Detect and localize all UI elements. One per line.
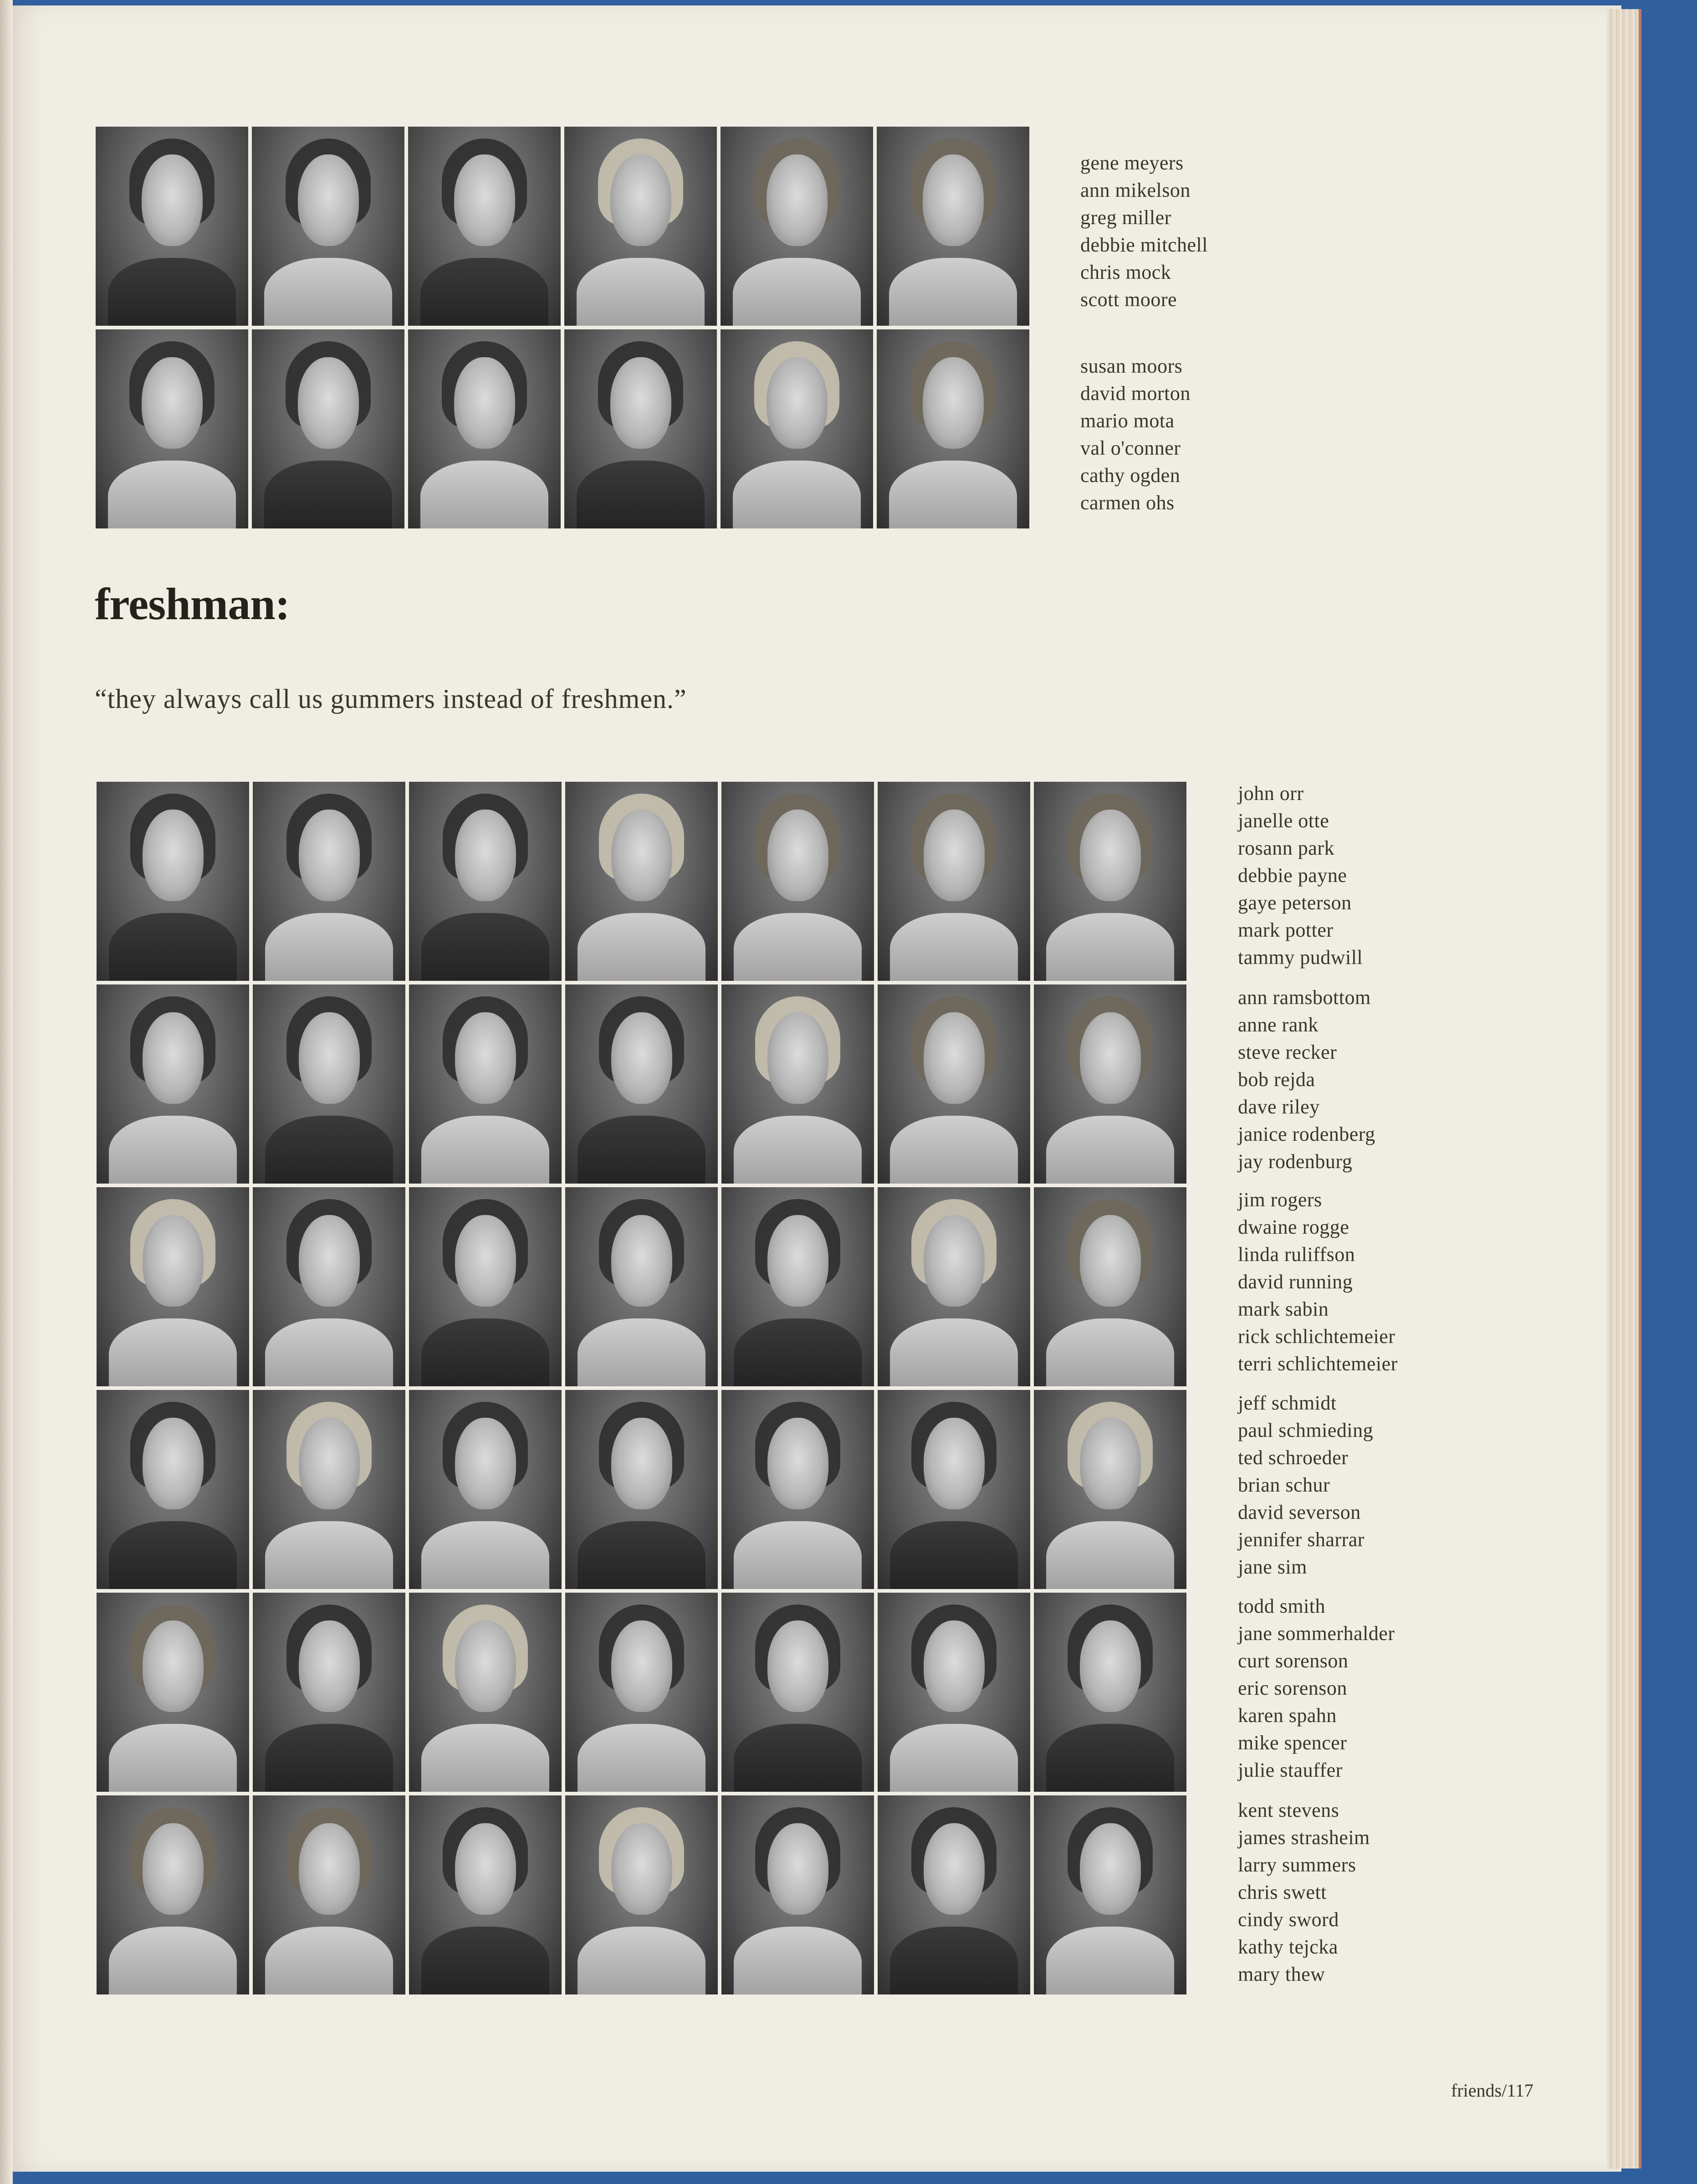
page-gutter [0,0,13,2184]
student-name: carmen ohs [1080,492,1175,514]
portrait-photo [877,127,1029,326]
name-list [1080,353,1191,517]
student-name: ted schroeder [1238,1446,1349,1469]
student-name: eric sorenson [1238,1677,1347,1699]
portrait-photo [721,127,873,326]
portrait-photo [409,1795,562,1994]
portrait-photo [1034,1795,1186,1994]
portrait-photo [253,1795,405,1994]
portrait-photo [97,1795,249,1994]
portrait-photo [97,782,249,981]
student-name: dave riley [1238,1096,1320,1118]
page-edges [1607,9,1641,2169]
portrait-photo [1034,1187,1186,1386]
student-name: curt sorenson [1238,1650,1349,1672]
portrait-photo [565,1187,718,1386]
student-name: janice rodenberg [1238,1123,1375,1145]
portrait-photo [878,1187,1030,1386]
portrait-photo [721,1795,874,1994]
portrait-photo [878,1390,1030,1589]
student-name: susan moors [1080,355,1183,377]
student-name: gene meyers [1080,152,1184,174]
portrait-photo [878,1593,1030,1792]
portrait-photo [408,127,561,326]
student-name: chris mock [1080,261,1171,283]
student-name: mike spencer [1238,1732,1347,1754]
portrait-photo [1034,1390,1186,1589]
portrait-photo [252,127,404,326]
portrait-photo [409,1187,562,1386]
student-name: gaye peterson [1238,892,1352,914]
name-list [1238,780,1363,971]
portrait-photo [878,1795,1030,1994]
student-name: bob rejda [1238,1068,1315,1091]
portrait-photo [97,1390,249,1589]
portrait-photo [721,1187,874,1386]
student-name: val o'conner [1080,437,1181,459]
student-name: kathy tejcka [1238,1936,1338,1958]
portrait-photo [878,782,1030,981]
student-name: rosann park [1238,837,1334,859]
portrait-photo [721,782,874,981]
student-name: terri schlichtemeier [1238,1353,1398,1375]
portrait-photo [409,1593,562,1792]
student-name: cindy sword [1238,1908,1339,1931]
page-folio: friends/117 [1451,2080,1533,2101]
name-list [1238,1389,1373,1581]
portrait-photo [565,984,718,1184]
student-name: john orr [1238,782,1304,805]
portrait-photo [253,984,405,1184]
portrait-photo [409,1390,562,1589]
student-name: steve recker [1238,1041,1337,1063]
student-name: david severson [1238,1501,1361,1523]
student-name: todd smith [1238,1595,1326,1617]
student-name: rick schlichtemeier [1238,1325,1395,1348]
portrait-photo [721,329,873,528]
portrait-photo [564,329,717,528]
portrait-photo [97,1187,249,1386]
portrait-photo [96,127,248,326]
portrait-photo [1034,984,1186,1184]
student-name: ann ramsbottom [1238,986,1371,1009]
student-name: david morton [1080,382,1191,405]
name-list [1238,1593,1395,1784]
student-name: janelle otte [1238,810,1329,832]
student-name: cathy ogden [1080,464,1181,487]
student-name: jay rodenburg [1238,1150,1353,1173]
portrait-photo [253,1593,405,1792]
student-name: mary thew [1238,1963,1325,1985]
student-name: karen spahn [1238,1704,1337,1727]
portrait-photo [253,782,405,981]
portrait-photo [877,329,1029,528]
student-name: jim rogers [1238,1189,1322,1211]
student-name: greg miller [1080,206,1171,229]
student-name: mario mota [1080,410,1175,432]
student-name: brian schur [1238,1474,1330,1496]
portrait-photo [409,984,562,1184]
portrait-photo [565,1593,718,1792]
student-name: david running [1238,1271,1353,1293]
student-name: tammy pudwill [1238,946,1363,969]
student-name: kent stevens [1238,1799,1339,1821]
portrait-photo [409,782,562,981]
portrait-photo [253,1187,405,1386]
portrait-photo [878,984,1030,1184]
portrait-photo [97,984,249,1184]
student-name: anne rank [1238,1014,1319,1036]
student-name: jennifer sharrar [1238,1528,1365,1551]
student-name: james strasheim [1238,1826,1370,1849]
student-name: debbie mitchell [1080,234,1208,256]
portrait-photo [1034,1593,1186,1792]
portrait-photo [721,984,874,1184]
name-list [1238,1797,1370,1988]
student-name: mark potter [1238,919,1334,941]
portrait-photo [565,782,718,981]
student-name: larry summers [1238,1854,1356,1876]
student-name: jeff schmidt [1238,1392,1337,1414]
portrait-photo [565,1390,718,1589]
student-name: debbie payne [1238,864,1347,887]
section-title: freshman: [95,579,290,629]
portrait-photo [564,127,717,326]
student-name: jane sim [1238,1556,1307,1578]
student-name: linda ruliffson [1238,1243,1355,1266]
portrait-photo [565,1795,718,1994]
portrait-photo [721,1593,874,1792]
student-name: dwaine rogge [1238,1216,1349,1238]
portrait-photo [408,329,561,528]
portrait-photo [252,329,404,528]
portrait-photo [97,1593,249,1792]
student-name: scott moore [1080,288,1177,311]
student-name: paul schmieding [1238,1419,1374,1441]
name-list [1238,1186,1398,1378]
student-name: julie stauffer [1238,1759,1343,1781]
name-list [1080,149,1208,313]
section-quote: “they always call us gummers instead of freshmen.” [95,684,687,714]
portrait-photo [721,1390,874,1589]
student-name: mark sabin [1238,1298,1329,1320]
student-name: jane sommerhalder [1238,1622,1395,1645]
student-name: chris swett [1238,1881,1327,1903]
portrait-photo [96,329,248,528]
portrait-photo [1034,782,1186,981]
student-name: ann mikelson [1080,179,1191,201]
portrait-photo [253,1390,405,1589]
name-list [1238,984,1375,1175]
